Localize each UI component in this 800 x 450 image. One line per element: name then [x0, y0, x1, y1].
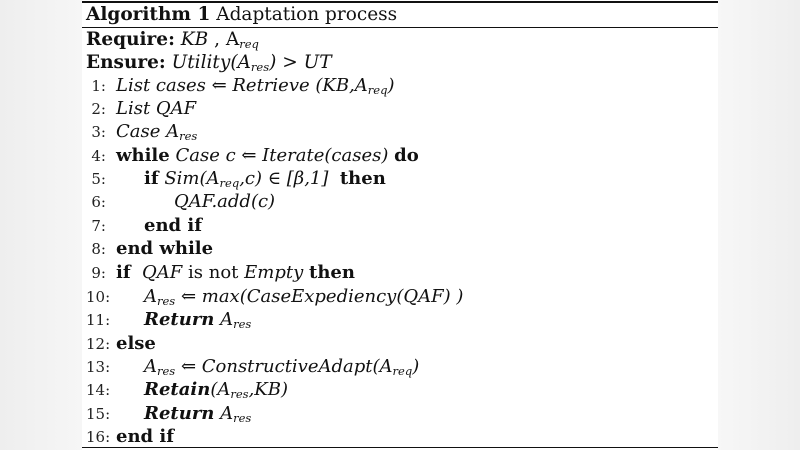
- keyword-if: if: [116, 262, 131, 283]
- algorithm-line-14: [86, 378, 718, 401]
- line-number: 11:: [86, 311, 111, 329]
- keyword-return: Return: [144, 403, 215, 424]
- line-5-sim: Sim(A: [164, 168, 220, 189]
- keyword-end-if: end if: [144, 215, 202, 236]
- ensure-utility: Utility(A: [171, 52, 251, 73]
- require-line: [86, 28, 259, 51]
- line-4-condition: Case c ⇐ Iterate(cases): [175, 145, 389, 166]
- line-11-sub: res: [233, 317, 252, 331]
- line-number: 5:: [91, 170, 106, 188]
- line-number: 13:: [86, 358, 111, 376]
- line-13-close: ): [412, 356, 420, 377]
- line-13-expr: ⇐ ConstructiveAdapt(A: [175, 356, 393, 377]
- line-number: 4:: [91, 147, 106, 165]
- line-number: 10:: [86, 288, 111, 306]
- algorithm-line-1: [86, 74, 718, 97]
- background-left-margin: [0, 0, 82, 450]
- algorithm-line-16: [86, 425, 718, 448]
- algorithm-name: Adaptation process: [216, 4, 398, 25]
- algorithm-line-12: [86, 332, 718, 355]
- algorithm-line-2: [86, 97, 718, 120]
- line-15-var: A: [220, 403, 234, 424]
- ensure-threshold: ) > UT: [269, 52, 332, 73]
- line-number: 16:: [86, 428, 111, 446]
- line-14-open: (A: [210, 379, 231, 400]
- algorithm-title: [86, 3, 397, 26]
- keyword-while: while: [116, 145, 170, 166]
- line-number: 7:: [91, 217, 106, 235]
- ensure-sub: res: [250, 60, 270, 74]
- line-number: 12:: [86, 335, 111, 353]
- line-number: 15:: [86, 405, 111, 423]
- line-1-statement: List cases ⇐ Retrieve (KB,A: [116, 75, 368, 96]
- algorithm-line-4: [86, 144, 718, 167]
- require-label: Require:: [86, 29, 175, 50]
- line-13-var: A: [144, 356, 157, 377]
- keyword-end-if: end if: [116, 426, 174, 447]
- line-3-sub: res: [179, 129, 198, 143]
- algorithm-label: Algorithm 1: [86, 4, 211, 25]
- line-9-empty: Empty: [244, 262, 304, 283]
- line-1-sub: req: [367, 83, 388, 97]
- keyword-end-while: end while: [116, 238, 214, 259]
- algorithm-line-5: [86, 167, 718, 190]
- algorithm-line-11: [86, 308, 718, 331]
- keyword-return: Return: [144, 309, 215, 330]
- algorithm-line-8: [86, 237, 718, 260]
- line-number: 8:: [91, 240, 106, 258]
- line-15-sub: res: [233, 411, 252, 425]
- line-number: 6:: [91, 193, 106, 211]
- algorithm-line-3: [86, 120, 718, 143]
- line-13-sub: res: [157, 364, 176, 378]
- background-right-margin: [718, 0, 800, 450]
- line-2-statement: List QAF: [116, 98, 197, 119]
- require-areq-sub: req: [239, 37, 259, 51]
- algorithm-line-10: [86, 285, 718, 308]
- line-3-statement: Case A: [116, 121, 180, 142]
- keyword-then: then: [339, 168, 386, 189]
- algorithm-line-9: [86, 261, 718, 284]
- keyword-then: then: [309, 262, 355, 283]
- line-number: 14:: [86, 381, 111, 399]
- ensure-label: Ensure:: [86, 52, 166, 73]
- require-kb: KB: [180, 29, 209, 50]
- line-14-sub: res: [230, 387, 249, 401]
- keyword-do: do: [394, 145, 419, 166]
- line-number: 9:: [91, 264, 106, 282]
- line-9-is-not: is not: [188, 262, 239, 283]
- line-9-qaf: QAF: [142, 262, 183, 283]
- line-number: 3:: [91, 123, 106, 141]
- line-number: 1:: [91, 77, 106, 95]
- algorithm-line-13: [86, 355, 718, 378]
- line-14-close: ,KB): [248, 379, 288, 400]
- algorithm-line-15: [86, 402, 718, 425]
- line-6-statement: QAF.add(c): [174, 191, 276, 212]
- line-10-expr: ⇐ max(CaseExpediency(QAF) ): [175, 286, 464, 307]
- line-11-var: A: [220, 309, 234, 330]
- line-1-close: ): [387, 75, 395, 96]
- keyword-retain: Retain: [144, 379, 211, 400]
- line-10-sub: res: [157, 294, 176, 308]
- line-5-sub: req: [219, 176, 240, 190]
- keyword-if: if: [144, 168, 159, 189]
- algorithm-line-6: [86, 190, 718, 213]
- line-10-var: A: [144, 286, 157, 307]
- keyword-else: else: [116, 333, 156, 354]
- ensure-line: [86, 51, 332, 74]
- line-5-range: ,c) ∈ [β,1]: [239, 168, 329, 189]
- line-13-sub2: req: [392, 364, 413, 378]
- algorithm-line-7: [86, 214, 718, 237]
- require-areq: , A: [208, 29, 240, 50]
- line-number: 2:: [91, 100, 106, 118]
